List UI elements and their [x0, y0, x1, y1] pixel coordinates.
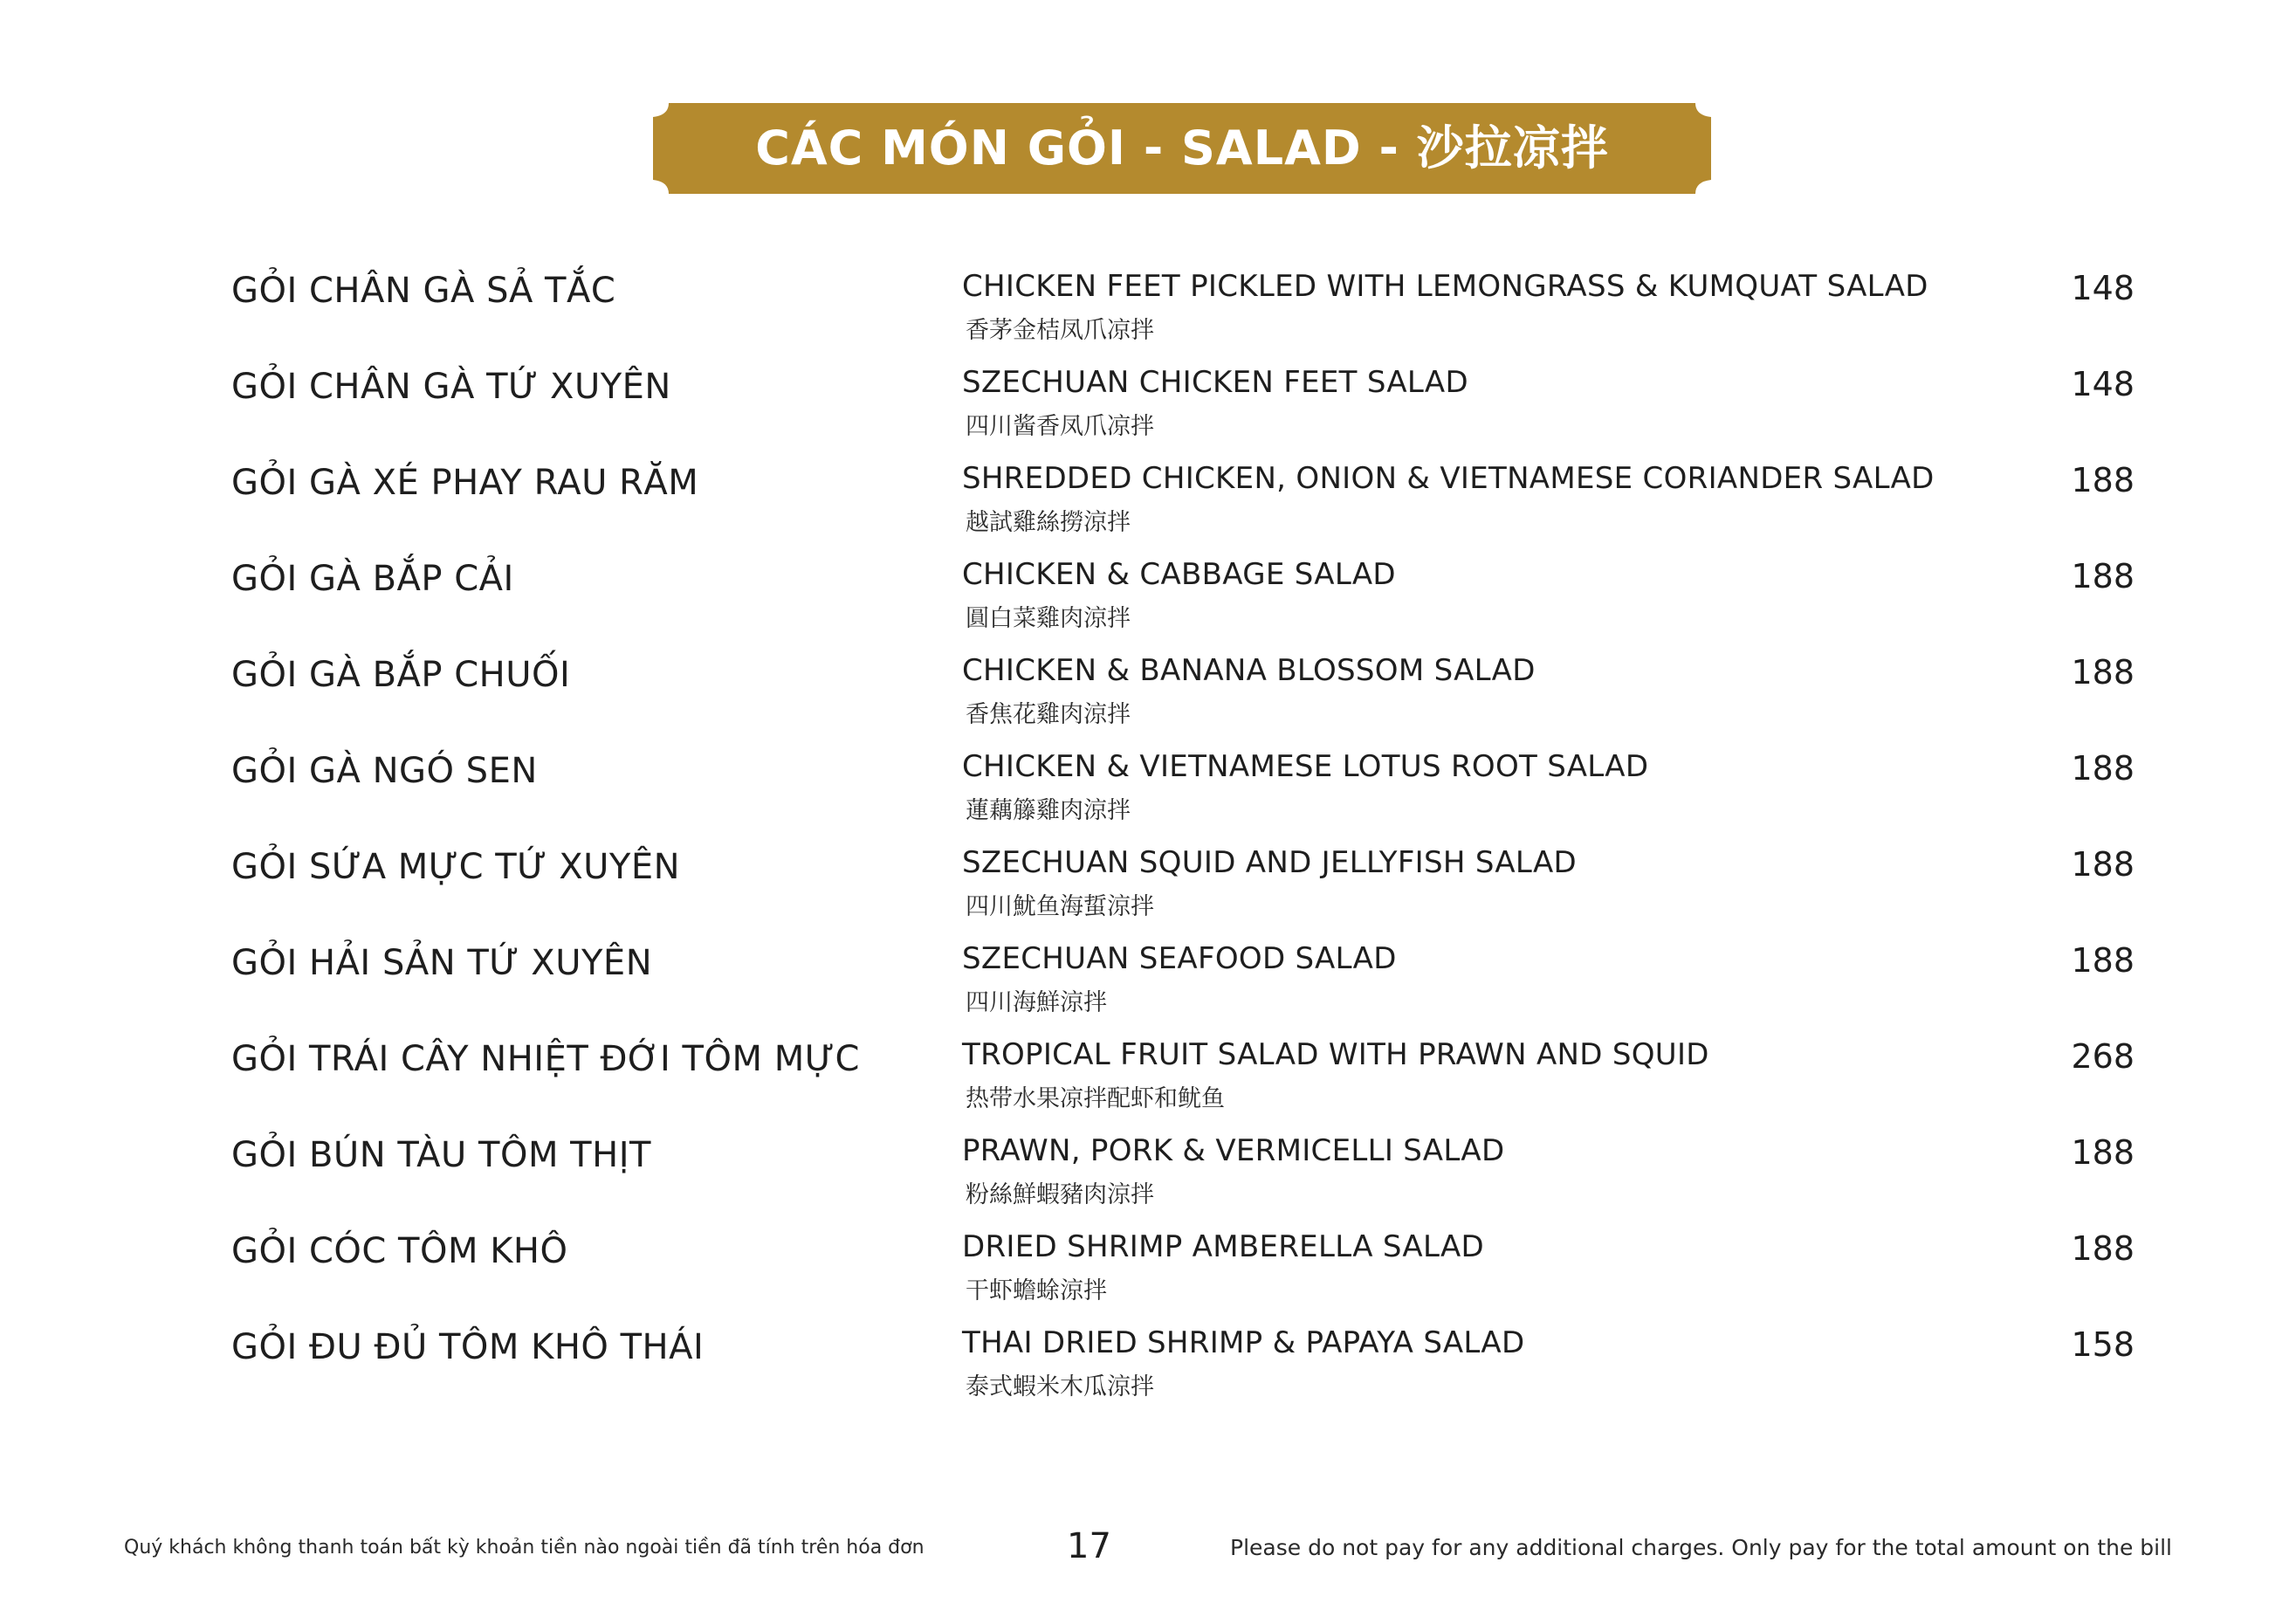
item-price: 148 — [2071, 269, 2134, 307]
item-name-en: CHICKEN & CABBAGE SALAD — [962, 557, 1396, 592]
item-name-en: CHICKEN FEET PICKLED WITH LEMONGRASS & KUMQUAT SALAD — [962, 269, 1928, 304]
menu-item — [0, 742, 2296, 829]
item-name-en: SZECHUAN CHICKEN FEET SALAD — [962, 365, 1468, 400]
item-name-en: SHREDDED CHICKEN, ONION & VIETNAMESE CORIANDER SALAD — [962, 461, 1935, 496]
item-name-vi: GỎI CHÂN GÀ SẢ TẮC — [231, 271, 616, 311]
item-name-zh: 圓白菜雞肉涼拌 — [966, 605, 1131, 632]
item-name-vi: GỎI GÀ BẮP CẢI — [231, 559, 514, 599]
footer-note-en: Please do not pay for any additional charges. Only pay for the total amount on the bill — [1230, 1535, 2172, 1560]
item-name-vi: GỎI HẢI SẢN TỨ XUYÊN — [231, 943, 653, 983]
menu-item — [0, 1318, 2296, 1406]
page-title: CÁC MÓN GỎI - SALAD - 沙拉凉拌 — [755, 120, 1609, 175]
menu-item — [0, 358, 2296, 445]
item-name-vi: GỎI ĐU ĐỦ TÔM KHÔ THÁI — [231, 1327, 705, 1367]
item-price: 268 — [2071, 1037, 2134, 1076]
item-price: 148 — [2071, 365, 2134, 403]
item-name-en: CHICKEN & VIETNAMESE LOTUS ROOT SALAD — [962, 749, 1649, 784]
item-name-en: CHICKEN & BANANA BLOSSOM SALAD — [962, 653, 1536, 688]
item-name-zh: 越試雞絲撈涼拌 — [966, 509, 1131, 536]
menu-item — [0, 550, 2296, 637]
item-name-en: PRAWN, PORK & VERMICELLI SALAD — [962, 1133, 1505, 1168]
item-name-vi: GỎI CHÂN GÀ TỨ XUYÊN — [231, 367, 671, 407]
footer-note-vi: Quý khách không thanh toán bất kỳ khoản tiền nào ngoài tiền đã tính trên hóa đơn — [124, 1537, 925, 1559]
item-name-zh: 香焦花雞肉涼拌 — [966, 701, 1131, 728]
item-price: 188 — [2071, 653, 2134, 692]
item-name-zh: 香茅金桔凤爪凉拌 — [966, 317, 1154, 344]
item-name-zh: 四川海鮮涼拌 — [966, 989, 1107, 1016]
item-name-zh: 蓮藕籐雞肉涼拌 — [966, 797, 1131, 824]
menu-item — [0, 934, 2296, 1022]
menu-item — [0, 1126, 2296, 1214]
item-price: 188 — [2071, 845, 2134, 884]
item-name-vi: GỎI BÚN TÀU TÔM THỊT — [231, 1135, 651, 1175]
item-name-vi: GỎI TRÁI CÂY NHIỆT ĐỚI TÔM MỰC — [231, 1039, 860, 1079]
item-name-vi: GỎI GÀ XÉ PHAY RAU RĂM — [231, 463, 699, 503]
item-name-en: SZECHUAN SEAFOOD SALAD — [962, 941, 1397, 976]
item-name-zh: 四川酱香凤爪凉拌 — [966, 413, 1154, 440]
item-name-zh: 泰式蝦米木瓜涼拌 — [966, 1373, 1154, 1400]
item-price: 188 — [2071, 461, 2134, 499]
item-price: 188 — [2071, 557, 2134, 595]
menu-item — [0, 262, 2296, 349]
item-name-vi: GỎI CÓC TÔM KHÔ — [231, 1231, 568, 1271]
menu-item — [0, 838, 2296, 926]
item-name-zh: 四川魷鱼海蜇涼拌 — [966, 893, 1154, 920]
item-price: 158 — [2071, 1325, 2134, 1364]
item-name-zh: 热带水果凉拌配虾和鱿鱼 — [966, 1085, 1225, 1112]
item-price: 188 — [2071, 1133, 2134, 1172]
item-name-en: DRIED SHRIMP AMBERELLA SALAD — [962, 1229, 1485, 1264]
item-name-en: THAI DRIED SHRIMP & PAPAYA SALAD — [962, 1325, 1525, 1360]
item-name-vi: GỎI SỨA MỰC TỨ XUYÊN — [231, 847, 681, 887]
item-name-zh: 粉絲鮮蝦豬肉涼拌 — [966, 1181, 1154, 1208]
menu-item — [0, 1222, 2296, 1310]
item-name-en: TROPICAL FRUIT SALAD WITH PRAWN AND SQUID — [962, 1037, 1709, 1072]
item-name-en: SZECHUAN SQUID AND JELLYFISH SALAD — [962, 845, 1577, 880]
page-number: 17 — [1067, 1526, 1111, 1566]
menu-item — [0, 454, 2296, 541]
item-name-vi: GỎI GÀ NGÓ SEN — [231, 751, 538, 791]
menu-item — [0, 1030, 2296, 1118]
item-price: 188 — [2071, 941, 2134, 980]
title-banner — [653, 103, 1711, 194]
item-name-zh: 干虾蟾蜍涼拌 — [966, 1277, 1107, 1304]
menu-item — [0, 646, 2296, 733]
item-price: 188 — [2071, 749, 2134, 788]
item-name-vi: GỎI GÀ BẮP CHUỐI — [231, 655, 571, 695]
item-price: 188 — [2071, 1229, 2134, 1268]
